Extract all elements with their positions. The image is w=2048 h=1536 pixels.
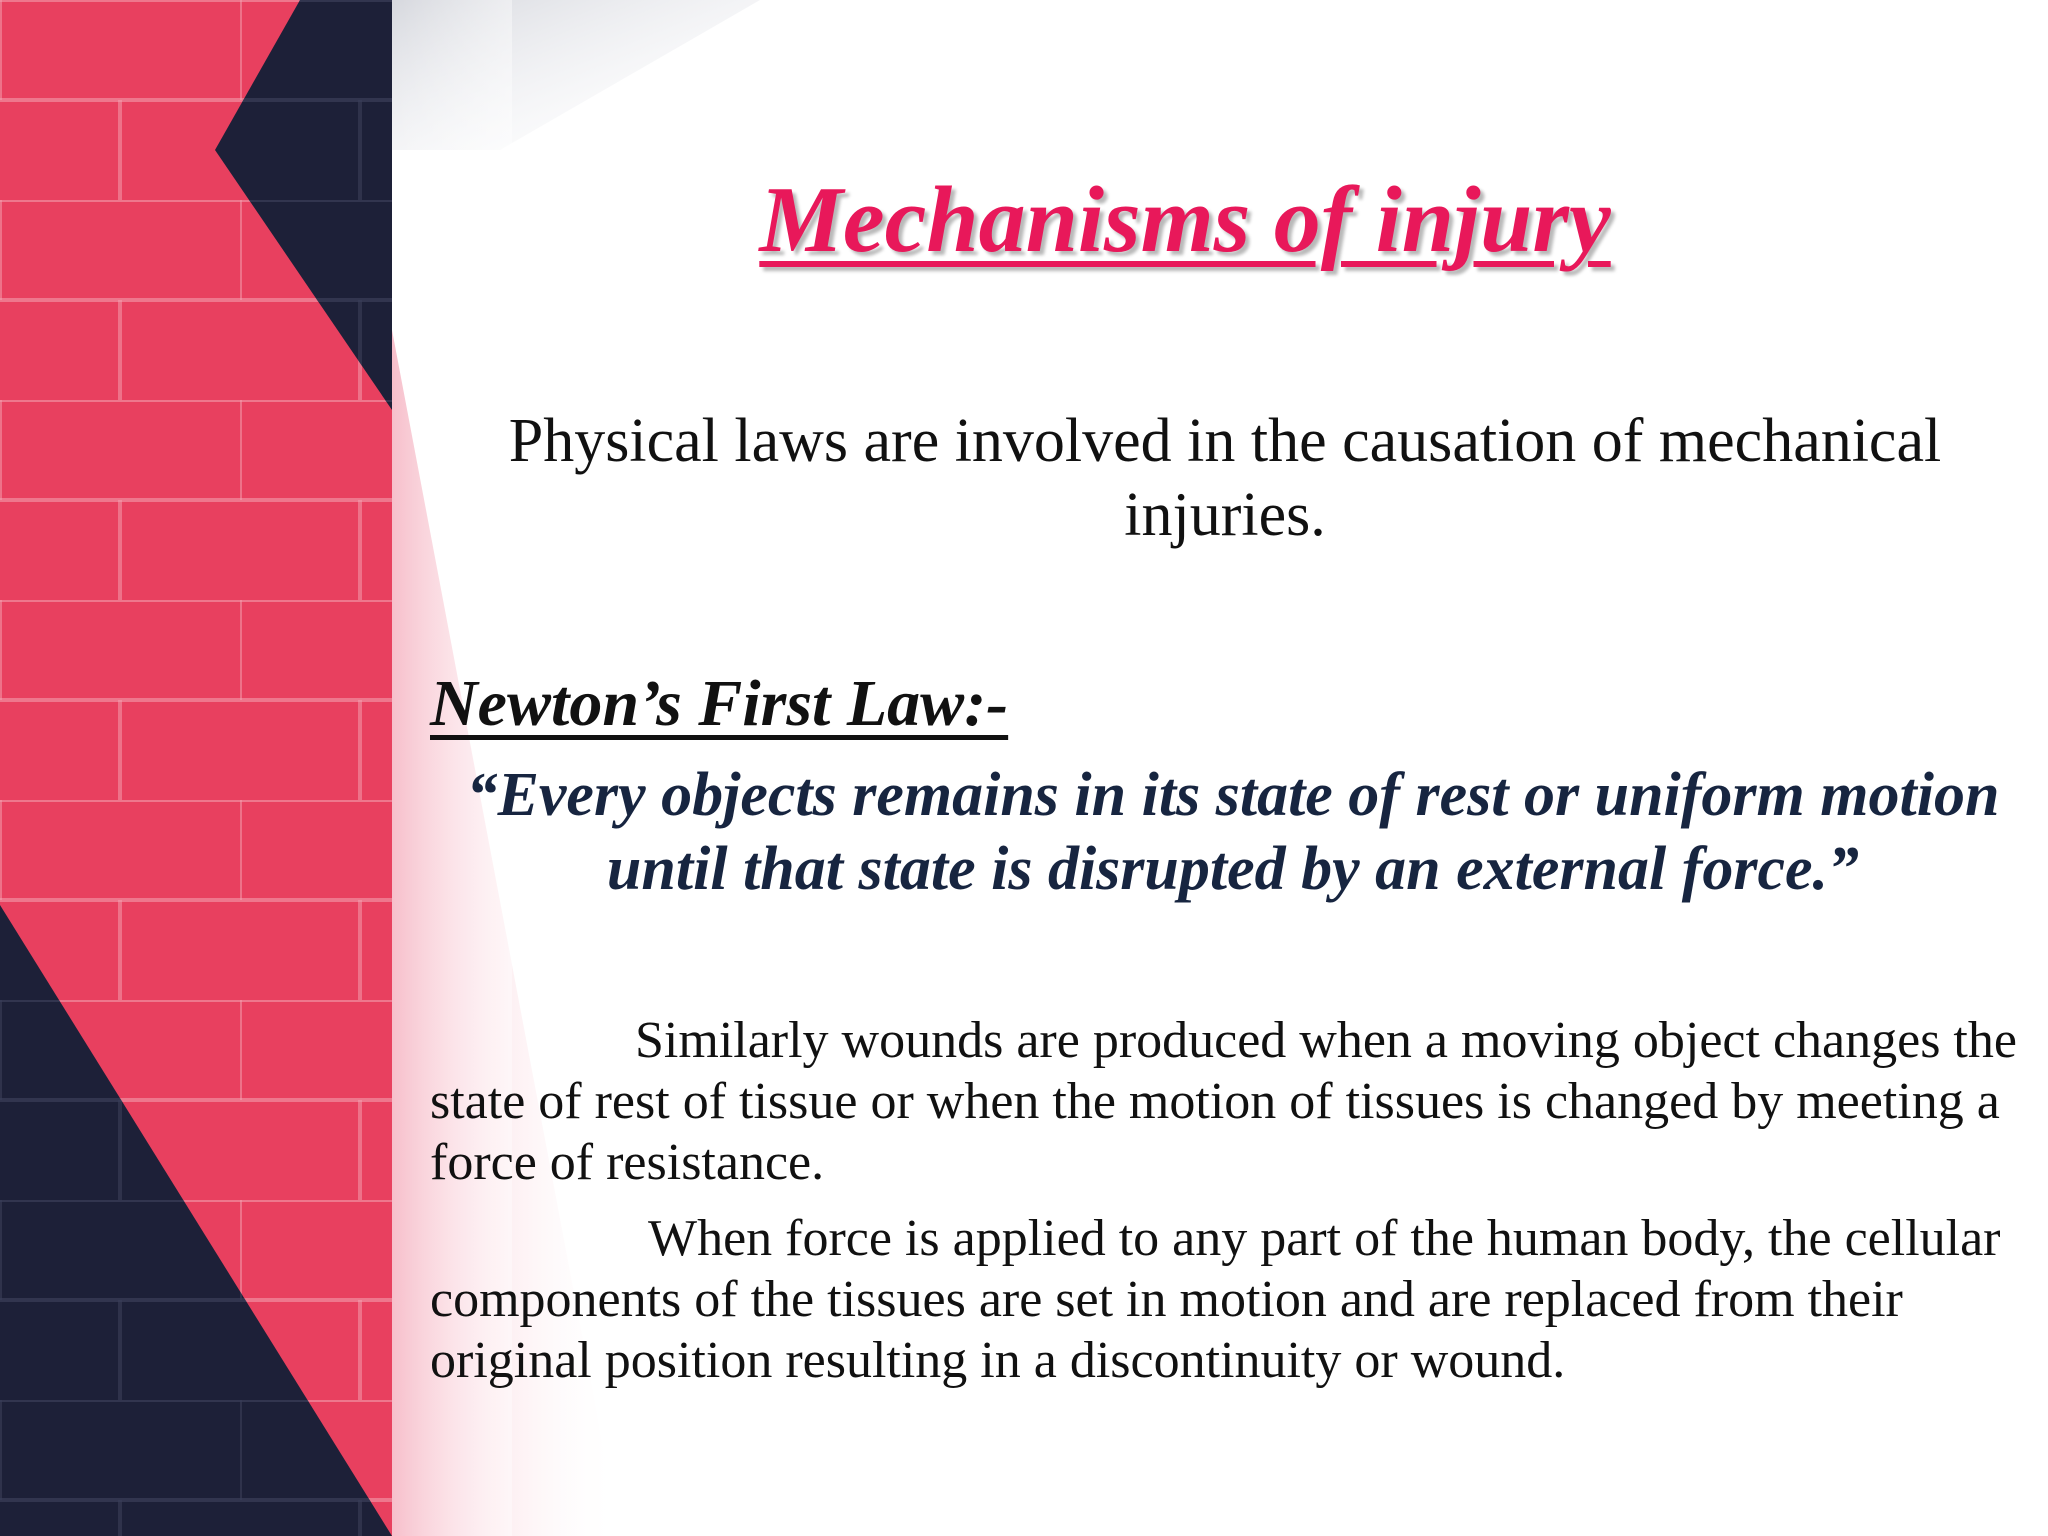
slide-title [680, 165, 1690, 275]
paragraph-force-applied: When force is applied to any part of the human body, the cellular components of the tissues are set in motion and are replaced from their original position resulting in a discontinuity or wound. [430, 1210, 2001, 1389]
law-heading [430, 664, 1008, 744]
law-heading-text: Newton’s First Law:- [430, 667, 1009, 740]
intro-text: Physical laws are involved in the causation of mechanical injuries. [508, 407, 1942, 549]
law-quote: “Every objects remains in its state of rest or uniform motion until that state is disrupted by an external force.” [466, 761, 2000, 903]
slide-title-text: Mechanisms of injury [759, 168, 1611, 272]
paragraph-similarly: Similarly wounds are produced when a moving object changes the state of rest of tissue or when the motion of tissues is changed by meeting a force of resistance. [430, 1012, 2017, 1191]
